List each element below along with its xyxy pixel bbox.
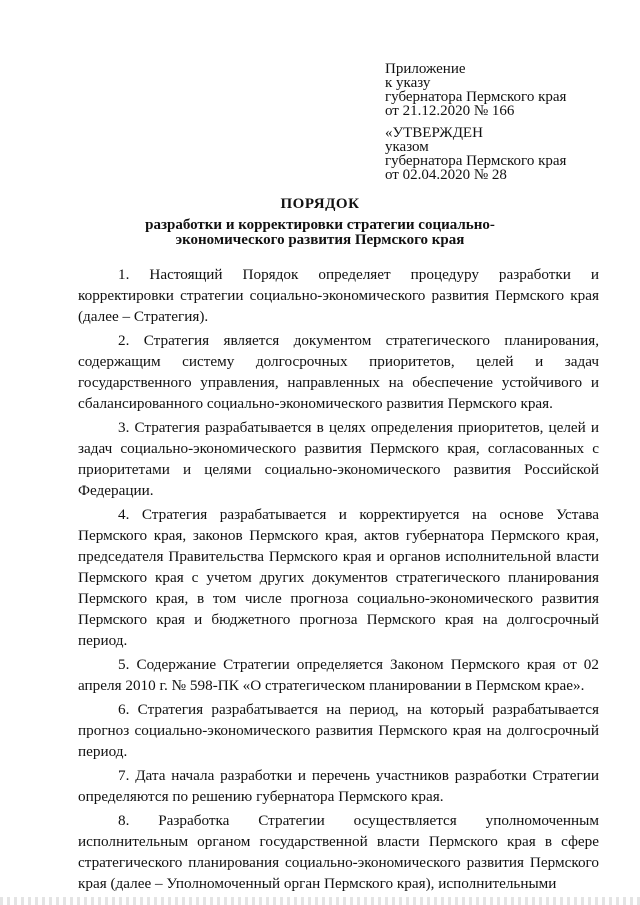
annex-line: к указу	[385, 75, 431, 91]
paragraph: 3. Стратегия разрабатывается в целях определения приоритетов, целей и задач социально-экономического развития Пермского края, согласованных с приоритетами и целями социально-экономического развития Российской Федерации.	[78, 419, 599, 499]
paragraph: 6. Стратегия разрабатывается на период, на который разрабатывается прогноз социально-экономического развития Пермского края на долгосрочный период.	[78, 701, 599, 760]
annex-line: от 21.12.2020 № 166	[385, 103, 515, 119]
document-subtitle: разработки и корректировки стратегии социально-экономического развития Пермского края	[145, 217, 495, 248]
approved-line: губернатора Пермского края	[385, 153, 567, 169]
approved-block	[385, 126, 625, 182]
document-title: ПОРЯДОК	[280, 196, 360, 212]
paragraph: 7. Дата начала разработки и перечень участников разработки Стратегии определяются по решению губернатора Пермского края.	[78, 767, 599, 805]
annex-line: губернатора Пермского края	[385, 89, 567, 105]
paragraph: 4. Стратегия разрабатывается и корректируется на основе Устава Пермского края, законов Пермского края, актов губернатора Пермского края, председателя Правительства Пермского края и органов исполнительной власти Пермского края с учетом других документов стратегического планирования Пермского края, в том числе прогноза социально-экономического развития Пермского края и бюджетного прогноза Пермского края на долгосрочный период.	[78, 506, 599, 649]
paragraph: 8. Разработка Стратегии осуществляется уполномоченным исполнительным органом государственной власти Пермского края в сфере стратегического планирования социально-экономического развития Пермского края (далее – Уполномоченный орган Пермского края), исполнительными	[78, 812, 599, 892]
approved-line: «УТВЕРЖДЕН	[385, 125, 483, 141]
annex-line: Приложение	[385, 61, 466, 77]
approved-line: от 02.04.2020 № 28	[385, 167, 507, 183]
paragraph: 5. Содержание Стратегии определяется Законом Пермского края от 02 апреля 2010 г. № 598-ПК «О стратегическом планировании в Пермском крае».	[78, 656, 599, 694]
document-body	[78, 264, 599, 897]
annex-block	[385, 62, 625, 118]
approved-line: указом	[385, 139, 429, 155]
paragraph: 2. Стратегия является документом стратегического планирования, содержащим систему долгосрочных приоритетов, целей и задач государственного управления, направленных на обеспечение устойчивого и сбалансированного социально-экономического развития Пермского края.	[78, 332, 599, 412]
paragraph: 1. Настоящий Порядок определяет процедуру разработки и корректировки стратегии социально-экономического развития Пермского края (далее – Стратегия).	[78, 266, 599, 325]
scan-edge	[0, 897, 640, 905]
